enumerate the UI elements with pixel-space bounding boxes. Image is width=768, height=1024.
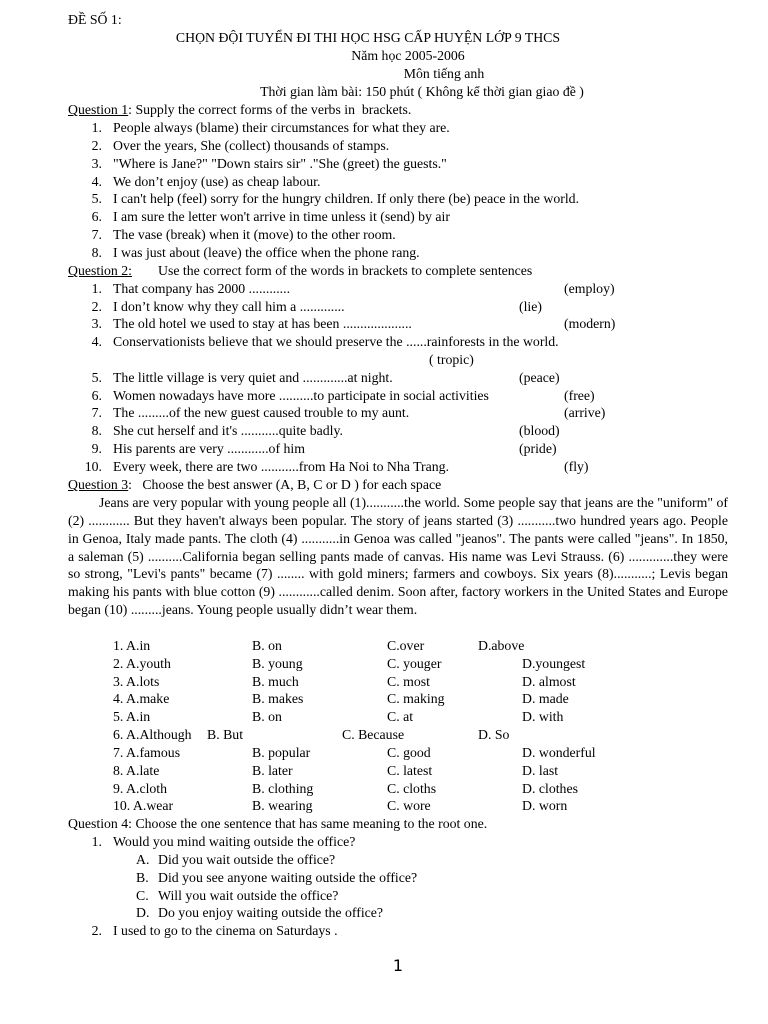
choice-letter: A. xyxy=(136,852,150,867)
option-b: B. clothing xyxy=(252,781,314,796)
question-2-instruction: Use the correct form of the words in brackets to complete sentences xyxy=(158,263,533,278)
option-a: 3. A.lots xyxy=(113,674,160,689)
list-number: 2. xyxy=(91,299,102,314)
option-a: 10. A.wear xyxy=(113,798,174,813)
q1-item: I am sure the letter won't arrive in time unless it (send) by air xyxy=(113,209,450,224)
q2-word: (employ) xyxy=(564,281,615,296)
choice-letter: B. xyxy=(136,870,149,885)
choice-text: Do you enjoy waiting outside the office? xyxy=(158,905,384,920)
option-d: D. So xyxy=(478,727,510,742)
q2-item: The little village is very quiet and .............at night. xyxy=(113,370,393,385)
q1-item: "Where is Jane?" "Down stairs sir" ."She (greet) the guests." xyxy=(113,156,447,171)
option-b: B. young xyxy=(252,656,303,671)
option-d: D.above xyxy=(478,638,525,653)
choice-letter: D. xyxy=(136,905,150,920)
q1-item: We don’t enjoy (use) as cheap labour. xyxy=(113,174,321,189)
q1-item: I was just about (leave) the office when the phone rang. xyxy=(113,245,420,260)
option-c: C.over xyxy=(387,638,425,653)
q1-item: People always (blame) their circumstances for what they are. xyxy=(113,120,450,135)
list-number: 1. xyxy=(91,834,102,849)
question-3-heading xyxy=(68,476,441,494)
list-number: 4. xyxy=(91,334,102,349)
option-c: C. latest xyxy=(387,763,433,778)
q2-word: (fly) xyxy=(564,459,589,474)
list-number: 1. xyxy=(91,281,102,296)
q2-item: Every week, there are two ...........from Ha Noi to Nha Trang. xyxy=(113,459,450,474)
list-number: 3. xyxy=(91,156,102,171)
subject: Môn tiếng anh xyxy=(403,66,485,81)
question-1-label: Question 1 xyxy=(68,102,129,117)
question-4-heading: Question 4: Choose the one sentence that has same meaning to the root one. xyxy=(68,816,488,831)
exam-number: ĐỀ SỐ 1: xyxy=(68,12,122,27)
list-number: 8. xyxy=(91,245,102,260)
list-number: 7. xyxy=(91,405,102,420)
school-year: Năm học 2005-2006 xyxy=(351,48,465,63)
list-number: 6. xyxy=(91,209,102,224)
option-d: D. worn xyxy=(522,798,568,813)
list-number: 7. xyxy=(91,227,102,242)
option-b: B. on xyxy=(252,638,282,653)
option-b: B. But xyxy=(207,727,244,742)
q2-word: (arrive) xyxy=(564,405,606,420)
option-b: B. later xyxy=(252,763,293,778)
list-number: 9. xyxy=(91,441,102,456)
time-limit: Thời gian làm bài: 150 phút ( Không kể thời gian giao đề ) xyxy=(260,84,584,99)
option-a: 7. A.famous xyxy=(113,745,181,760)
option-c: C. cloths xyxy=(387,781,437,796)
q1-item: Over the years, She (collect) thousands of stamps. xyxy=(113,138,390,153)
page-number: 1 xyxy=(392,956,404,975)
option-d: D. last xyxy=(522,763,559,778)
list-number: 4. xyxy=(91,174,102,189)
q2-word: ( tropic) xyxy=(429,352,474,367)
option-c: C. youger xyxy=(387,656,442,671)
option-a: 5. A.in xyxy=(113,709,151,724)
option-c: C. good xyxy=(387,745,431,760)
list-number: 6. xyxy=(91,388,102,403)
option-d: D.youngest xyxy=(522,656,586,671)
list-number: 2. xyxy=(91,923,102,938)
option-d: D. made xyxy=(522,691,569,706)
q1-item: I can't help (feel) sorry for the hungry children. If only there (be) peace in the world. xyxy=(113,191,580,206)
list-number: 3. xyxy=(91,316,102,331)
option-d: D. almost xyxy=(522,674,576,689)
q2-item: That company has 2000 ............ xyxy=(113,281,291,296)
list-number: 1. xyxy=(91,120,102,135)
q2-word: (pride) xyxy=(519,441,557,456)
option-a: 2. A.youth xyxy=(113,656,171,671)
option-a: 4. A.make xyxy=(113,691,170,706)
q2-word: (free) xyxy=(564,388,595,403)
option-d: D. wonderful xyxy=(522,745,596,760)
option-a: 6. A.Although xyxy=(113,727,192,742)
list-number: 2. xyxy=(91,138,102,153)
option-b: B. wearing xyxy=(252,798,313,813)
exam-title: CHỌN ĐỘI TUYỂN ĐI THI HỌC HSG CẤP HUYỆN LỚP 9 THCS xyxy=(175,30,561,45)
question-2-label: Question 2: xyxy=(68,263,132,278)
list-number: 5. xyxy=(91,370,102,385)
q2-item: The old hotel we used to stay at has been .................... xyxy=(113,316,412,331)
option-d: D. clothes xyxy=(522,781,578,796)
choice-letter: C. xyxy=(136,888,149,903)
question-1-heading xyxy=(68,101,411,119)
option-c: C. wore xyxy=(387,798,431,813)
list-number: 10. xyxy=(84,459,102,474)
q2-item: Women nowadays have more ..........to participate in social activities xyxy=(113,388,489,403)
option-d: D. with xyxy=(522,709,564,724)
option-c: C. at xyxy=(387,709,414,724)
option-c: C. making xyxy=(387,691,445,706)
q2-word: (modern) xyxy=(564,316,616,331)
question-3-label: Question 3 xyxy=(68,477,129,492)
choice-text: Will you wait outside the office? xyxy=(158,888,339,903)
option-b: B. popular xyxy=(252,745,311,760)
q2-word: (lie) xyxy=(519,299,542,314)
option-b: B. much xyxy=(252,674,299,689)
q2-word: (blood) xyxy=(519,423,560,438)
q1-item: The vase (break) when it (move) to the other room. xyxy=(113,227,396,242)
q4-item: Would you mind waiting outside the office? xyxy=(113,834,356,849)
question-3-instruction: : Choose the best answer (A, B, C or D ) for each space xyxy=(128,477,442,492)
list-number: 5. xyxy=(91,191,102,206)
option-b: B. makes xyxy=(252,691,304,706)
q2-item: She cut herself and it's ...........quite badly. xyxy=(113,423,343,438)
option-a: 9. A.cloth xyxy=(113,781,168,796)
option-a: 8. A.late xyxy=(113,763,160,778)
q2-item: The .........of the new guest caused trouble to my aunt. xyxy=(113,405,410,420)
choice-text: Did you wait outside the office? xyxy=(158,852,336,867)
q2-item: His parents are very ............of him xyxy=(113,441,305,456)
q4-item: I used to go to the cinema on Saturdays . xyxy=(113,923,338,938)
option-c: C. Because xyxy=(342,727,405,742)
option-c: C. most xyxy=(387,674,430,689)
q2-word: (peace) xyxy=(519,370,560,385)
q2-item: Conservationists believe that we should preserve the ......rainforests in the world. xyxy=(113,334,559,349)
choice-text: Did you see anyone waiting outside the office? xyxy=(158,870,418,885)
list-number: 8. xyxy=(91,423,102,438)
reading-passage: Jeans are very popular with young people all (1)...........the world. Some people say that jeans are the "uniform" of (2) ............ But they haven't always been popular. The story of jeans started (3) ...........two hundred years ago. People in Genoa, Italy made pants. The cloth (4) ...........in Genoa was called "jeanos". The pants were called "jeans". In 1850, a saleman (5) ..........California began selling pants made of canvas. His name was Levi Strauss. (6) .............they were so strong, "Levi's pants" became (7) ........ with gold miners; farmers and cowboys. Six years (8)...........; Levis began making his pants with blue cotton (9) ............called denim. Soon after, factory workers in the United States and Europe began (10) .........jeans. Young people usually didn’t wear them. xyxy=(68,495,728,618)
q2-item: I don’t know why they call him a ............. xyxy=(113,299,345,314)
option-a: 1. A.in xyxy=(113,638,151,653)
question-1-instruction: : Supply the correct forms of the verbs in brackets. xyxy=(128,102,412,117)
option-b: B. on xyxy=(252,709,282,724)
